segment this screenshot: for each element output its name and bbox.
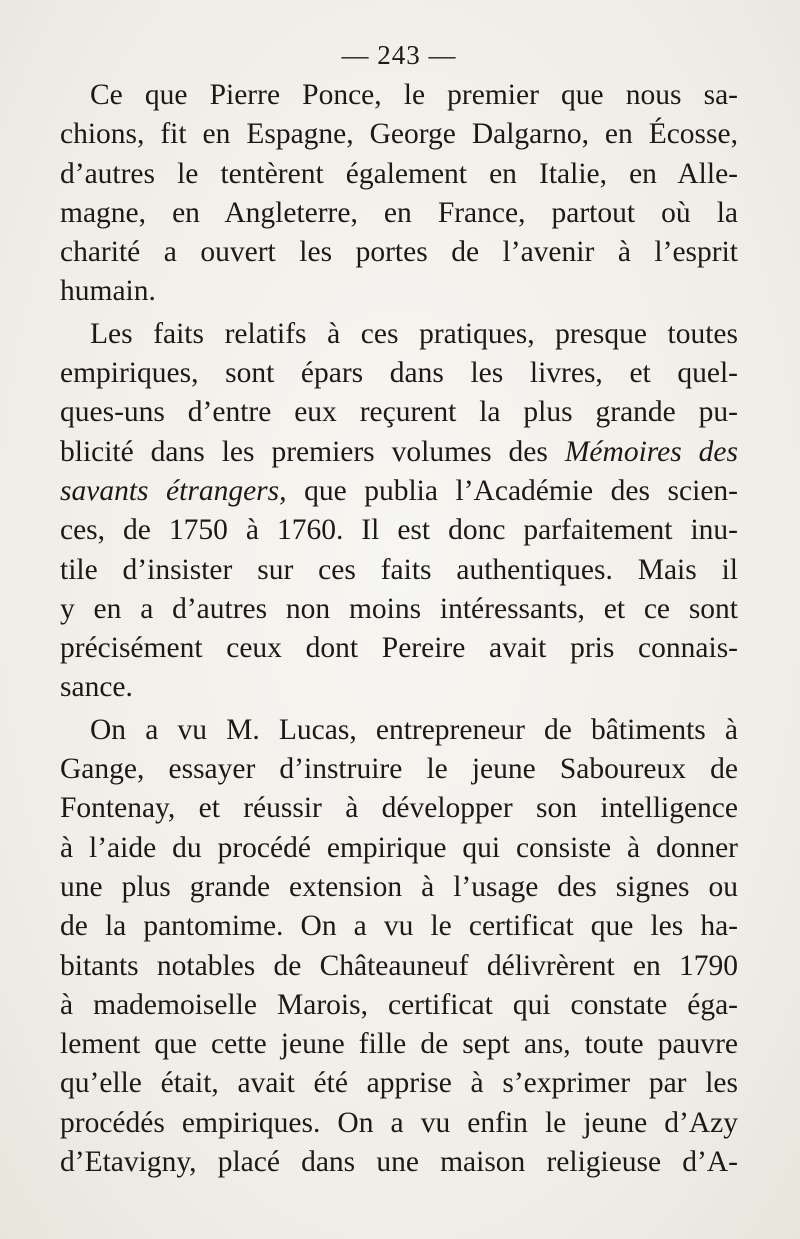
italic-title-segment: Mémoires des [564,435,739,468]
text-segment: blicité dans les premiers volumes des [60,435,565,468]
paragraph-3 [60,711,738,1183]
text-line-with-italic [60,472,738,511]
text-line: magne, en Angleterre, en France, partout où la [60,196,738,229]
text-line: y en a d’autres non moins intéressants, et ce sont [60,592,738,625]
paragraph-2 [60,315,738,708]
text-line: humain. [60,275,156,308]
text-line: sance. [60,671,133,704]
italic-title-segment: savants étrangers, [60,474,287,507]
text-line: chions, fit en Espagne, George Dalgarno, en Écosse, [60,118,738,151]
text-line: ces, de 1750 à 1760. Il est donc parfaitement inu- [60,514,738,547]
text-line: procédés empiriques. On a vu enfin le jeune d’Azy [60,1106,738,1139]
text-line: d’Etavigny, placé dans une maison religieuse d’A- [60,1146,738,1179]
text-line: Les faits relatifs à ces pratiques, presque toutes [90,317,738,350]
text-line: à mademoiselle Marois, certificat qui constate éga- [60,988,738,1021]
text-line-with-italic [60,433,738,472]
text-line: Ce que Pierre Ponce, le premier que nous sa- [90,79,738,111]
text-line: ques-uns d’entre eux reçurent la plus grande pu- [60,396,738,429]
text-line: Fontenay, et réussir à développer son intelligence [60,792,738,825]
text-line: tile d’insister sur ces faits authentiques. Mais il [60,553,738,586]
text-line: de la pantomime. On a vu le certificat que les ha- [60,910,738,943]
text-line: Gange, essayer d’instruire le jeune Saboureux de [60,753,738,786]
text-line: précisément ceux dont Pereire avait pris connais- [60,632,738,665]
text-line: lement que cette jeune fille de sept ans, toute pauvre [60,1028,738,1061]
text-line: charité a ouvert les portes de l’avenir à l’esprit [60,236,738,269]
paragraph-1 [60,76,738,312]
text-line: une plus grande extension à l’usage des signes ou [60,870,738,903]
text-line: d’autres le tentèrent également en Italie, en Alle- [60,157,738,190]
text-line: empiriques, sont épars dans les livres, et quel- [60,357,738,390]
page-number: — 243 — [341,40,457,70]
text-line: On a vu M. Lucas, entrepreneur de bâtiments à [90,713,738,746]
text-segment: que publia l’Académie des scien- [286,474,738,507]
text-line: bitants notables de Châteauneuf délivrèrent en 1790 [60,949,738,982]
text-line: à l’aide du procédé empirique qui consiste à donner [60,831,738,864]
text-line: qu’elle était, avait été apprise à s’exprimer par les [60,1067,738,1100]
